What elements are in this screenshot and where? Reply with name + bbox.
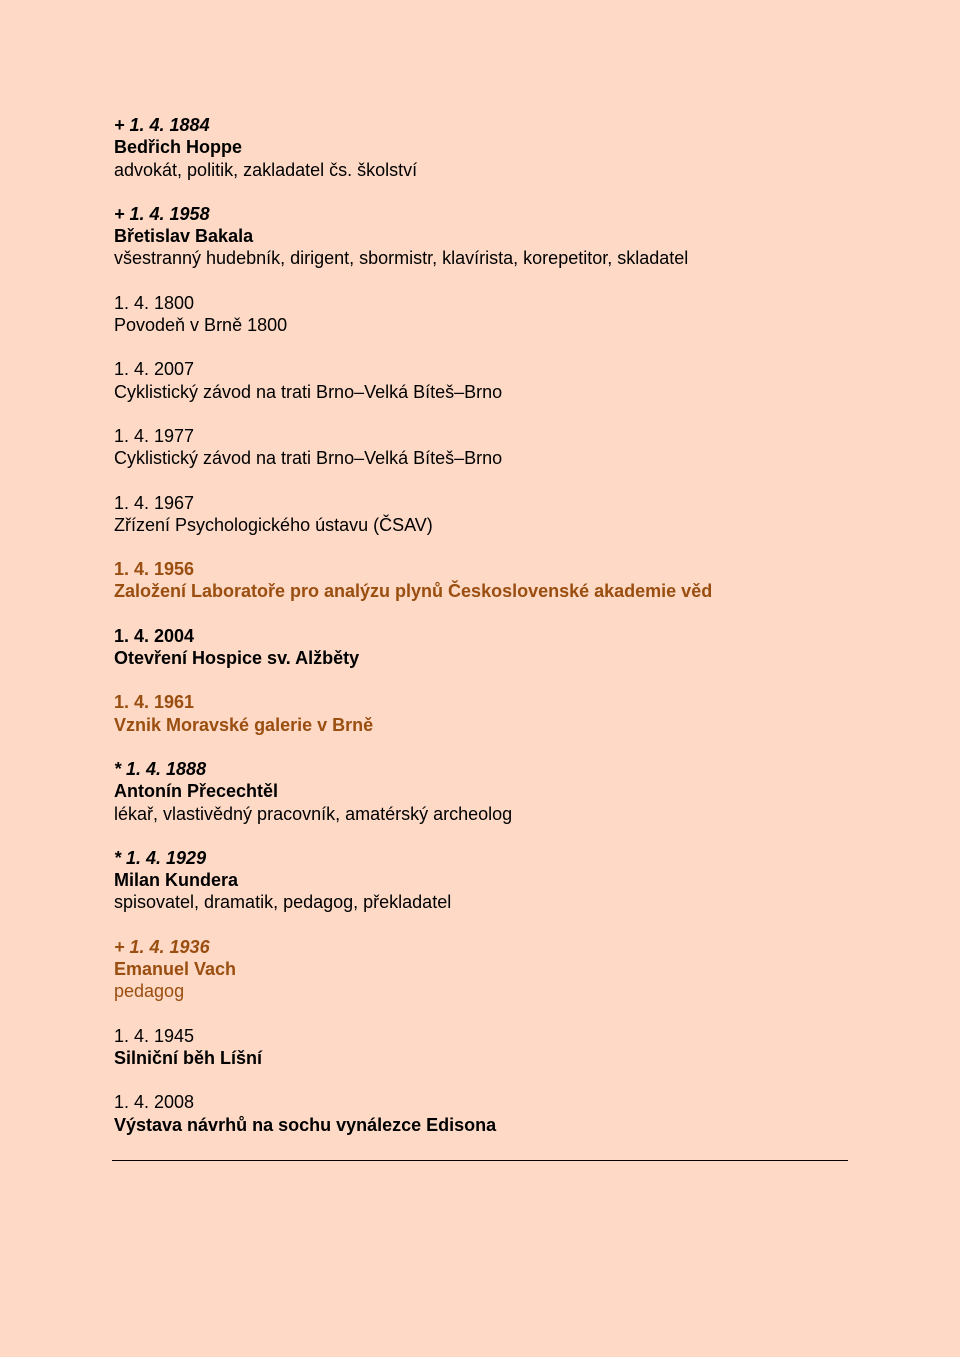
entry-bedrich-hoppe [114, 114, 854, 181]
entry-title: Vznik Moravské galerie v Brně [114, 714, 374, 735]
entry-description: všestranný hudebník, dirigent, sbormistr, klavírista, korepetitor, skladatel [114, 248, 689, 269]
entry-milan-kundera [114, 847, 854, 914]
entry-title: Zřízení Psychologického ústavu (ČSAV) [114, 514, 433, 535]
entry-laborator-plynu [114, 558, 854, 603]
entry-description: spisovatel, dramatik, pedagog, překladatel [114, 892, 452, 913]
entry-emanuel-vach [114, 936, 854, 1003]
entry-date: + 1. 4. 1958 [114, 203, 210, 224]
entry-date: 1. 4. 1945 [114, 1025, 195, 1046]
entry-title: Silniční běh Líšní [114, 1047, 263, 1068]
entry-povoden-1800 [114, 292, 854, 337]
entry-date: + 1. 4. 1936 [114, 936, 210, 957]
entry-date: + 1. 4. 1884 [114, 115, 210, 135]
entry-cyklisticky-zavod-2007 [114, 358, 854, 403]
entry-bretislav-bakala [114, 203, 854, 270]
entry-silnicni-beh [114, 1025, 854, 1070]
anniversary-list [114, 114, 854, 1158]
entry-date: 1. 4. 1977 [114, 425, 195, 446]
entry-title: Cyklistický závod na trati Brno–Velká Bíteš–Brno [114, 381, 503, 402]
entry-title: Povodeň v Brně 1800 [114, 315, 288, 336]
entry-title: Výstava návrhů na sochu vynálezce Edisona [114, 1114, 497, 1135]
entry-date: 1. 4. 1956 [114, 559, 195, 580]
entry-hospic-alzbety [114, 625, 854, 670]
entry-title: Cyklistický závod na trati Brno–Velká Bíteš–Brno [114, 448, 503, 469]
entry-date: 1. 4. 2008 [114, 1092, 195, 1113]
entry-description: advokát, politik, zakladatel čs. školství [114, 159, 418, 180]
entry-name: Emanuel Vach [114, 959, 237, 980]
entry-title: Otevření Hospice sv. Alžběty [114, 648, 360, 669]
entry-name: Antonín Přecechtěl [114, 781, 279, 802]
entry-antonin-precechtel [114, 758, 854, 825]
footer-divider [112, 1160, 848, 1161]
entry-title: Založení Laboratoře pro analýzu plynů Československé akademie věd [114, 581, 713, 602]
entry-date: 1. 4. 1967 [114, 492, 195, 513]
entry-date: 1. 4. 1800 [114, 292, 195, 313]
entry-name: Břetislav Bakala [114, 226, 254, 247]
entry-moravska-galerie [114, 691, 854, 736]
entry-description: pedagog [114, 981, 185, 1002]
entry-vystava-edison [114, 1091, 854, 1136]
entry-date: 1. 4. 2007 [114, 359, 195, 380]
entry-date: 1. 4. 1961 [114, 692, 195, 713]
entry-cyklisticky-zavod-1977 [114, 425, 854, 470]
entry-description: lékař, vlastivědný pracovník, amatérský archeolog [114, 803, 513, 824]
entry-name: Bedřich Hoppe [114, 137, 243, 158]
entry-date: 1. 4. 2004 [114, 625, 195, 646]
entry-date: * 1. 4. 1888 [114, 758, 207, 779]
entry-date: * 1. 4. 1929 [114, 847, 207, 868]
entry-name: Milan Kundera [114, 870, 239, 891]
entry-psychologicky-ustav [114, 492, 854, 537]
